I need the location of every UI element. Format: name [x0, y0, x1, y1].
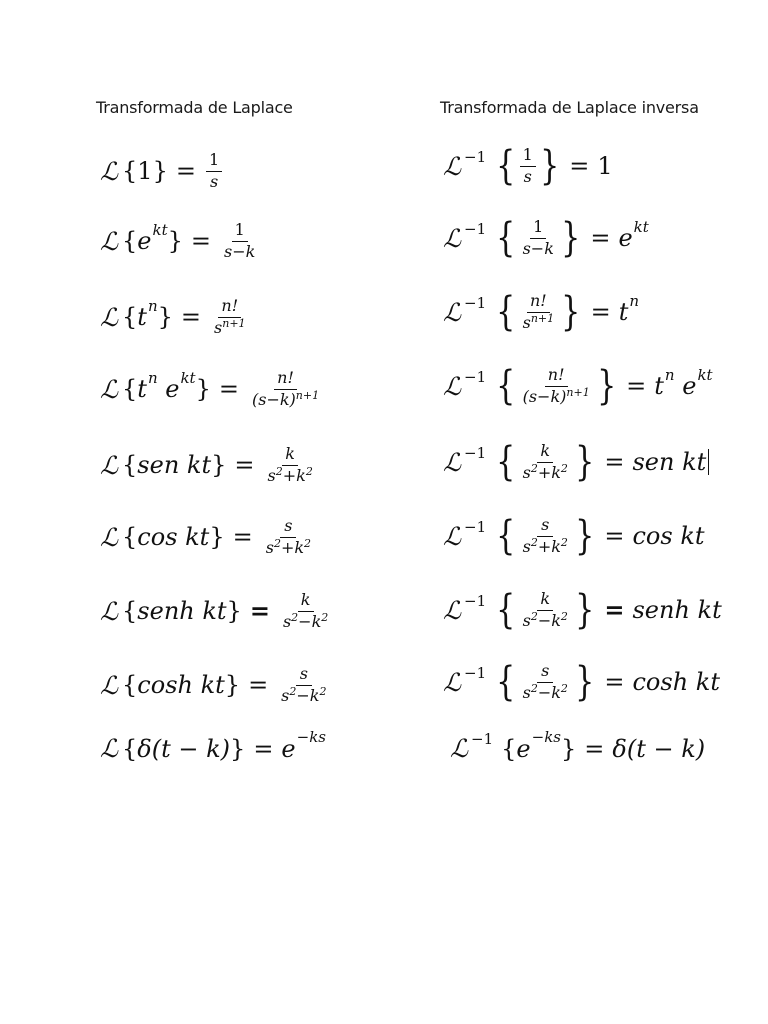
fraction: $\frac{k}{s^2+k^2}$ — [522, 440, 568, 482]
left-column-title: Transformada de Laplace — [96, 98, 293, 117]
laplace-operator: ℒ — [443, 297, 462, 327]
laplace-operator: ℒ — [443, 595, 462, 625]
fraction: $\frac{n!}{s^{n+1}}$ — [214, 296, 246, 337]
laplace-operator: ℒ — [100, 226, 119, 256]
laplace-operator: ℒ — [450, 734, 469, 763]
laplace-operator: ℒ — [100, 596, 119, 626]
laplace-operator: ℒ — [443, 151, 462, 181]
fraction: $\frac{n!}{(s-k)^{n+1}}$ — [251, 368, 320, 409]
inverse-laplace-formula-constant: ℒ −1 { $\frac{1}{s}$ } = 1 — [443, 143, 613, 189]
fraction: $\frac{1}{s-k}$ — [224, 220, 256, 261]
laplace-formula-hyperbolic-cosine: ℒ { cosh kt } = $\frac{s}{s^2-k^2}$ — [100, 666, 332, 705]
laplace-formula-power-exponential: ℒ { t n e kt } = $\frac{n!}{(s-k)^{n+1}}$ — [100, 370, 324, 409]
inverse-laplace-formula-cosine: ℒ −1 { $\frac{s}{s^2+k^2}$ } = cos kt — [443, 513, 705, 559]
inverse-laplace-formula-exponential: ℒ −1 { $\frac{1}{s-k}$ } = e kt — [443, 215, 649, 261]
text-cursor — [708, 449, 709, 475]
inverse-laplace-formula-delta: ℒ −1 { e −ks } = δ(t − k) — [450, 728, 706, 763]
right-column-title: Transformada de Laplace inversa — [440, 98, 699, 117]
laplace-formula-cosine: ℒ { cos kt } = $\frac{s}{s^2+k^2}$ — [100, 518, 316, 557]
laplace-operator: ℒ — [100, 156, 119, 186]
inverse-laplace-formula-power: ℒ −1 { $\frac{n!}{s^{n+1}}$ } = t n — [443, 289, 640, 335]
laplace-operator: ℒ — [443, 223, 462, 253]
fraction: $\frac{k}{s^2-k^2}$ — [522, 588, 568, 630]
fraction: $\frac{k}{s^2+k^2}$ — [267, 444, 313, 485]
laplace-operator: ℒ — [443, 521, 462, 551]
laplace-operator: ℒ — [100, 374, 119, 404]
fraction: $\frac{n!}{s^{n+1}}$ — [522, 290, 555, 332]
laplace-operator: ℒ — [443, 371, 462, 401]
laplace-operator: ℒ — [443, 667, 462, 697]
laplace-operator: ℒ — [443, 447, 462, 477]
laplace-operator: ℒ — [100, 734, 119, 763]
laplace-formula-constant: ℒ { 1 } = $\frac{1}{s}$ — [100, 152, 224, 191]
laplace-operator: ℒ — [100, 450, 119, 480]
laplace-formula-power: ℒ { t n } = $\frac{n!}{s^{n+1}}$ — [100, 298, 251, 337]
laplace-formula-exponential: ℒ { e kt } = $\frac{1}{s-k}$ — [100, 222, 260, 261]
laplace-formula-sine: ℒ { sen kt } = $\frac{k}{s^2+k^2}$ — [100, 446, 318, 485]
fraction: $\frac{s}{s^2-k^2}$ — [281, 664, 327, 705]
inverse-laplace-formula-hyperbolic-sine: ℒ −1 { $\frac{k}{s^2-k^2}$ } = senh kt — [443, 587, 722, 633]
fraction: $\frac{s}{s^2-k^2}$ — [522, 660, 568, 702]
laplace-formula-hyperbolic-sine: ℒ { senh kt } = $\frac{k}{s^2-k^2}$ — [100, 592, 333, 631]
inverse-laplace-formula-sine: ℒ −1 { $\frac{k}{s^2+k^2}$ } = sen kt — [443, 442, 709, 482]
laplace-operator: ℒ — [100, 522, 119, 552]
inverse-laplace-formula-power-exponential: ℒ −1 { $\frac{n!}{(s-k)^{n+1}}$ } = t n e kt — [443, 363, 713, 409]
laplace-formula-delta: ℒ { δ(t − k) } = e −ks — [100, 728, 326, 763]
fraction: $\frac{s}{s^2+k^2}$ — [265, 516, 312, 557]
laplace-operator: ℒ — [100, 670, 119, 700]
fraction: $\frac{k}{s^2-k^2}$ — [282, 590, 329, 631]
laplace-operator: ℒ — [100, 302, 119, 332]
fraction: $\frac{1}{s-k}$ — [522, 216, 554, 258]
fraction: $\frac{1}{s}$ — [520, 147, 536, 186]
fraction: $\frac{n!}{(s-k)^{n+1}}$ — [522, 364, 590, 406]
fraction: $\frac{1}{s}$ — [206, 152, 222, 191]
fraction: $\frac{s}{s^2+k^2}$ — [522, 514, 568, 556]
inverse-laplace-formula-hyperbolic-cosine: ℒ −1 { $\frac{s}{s^2-k^2}$ } = cosh kt — [443, 659, 720, 705]
